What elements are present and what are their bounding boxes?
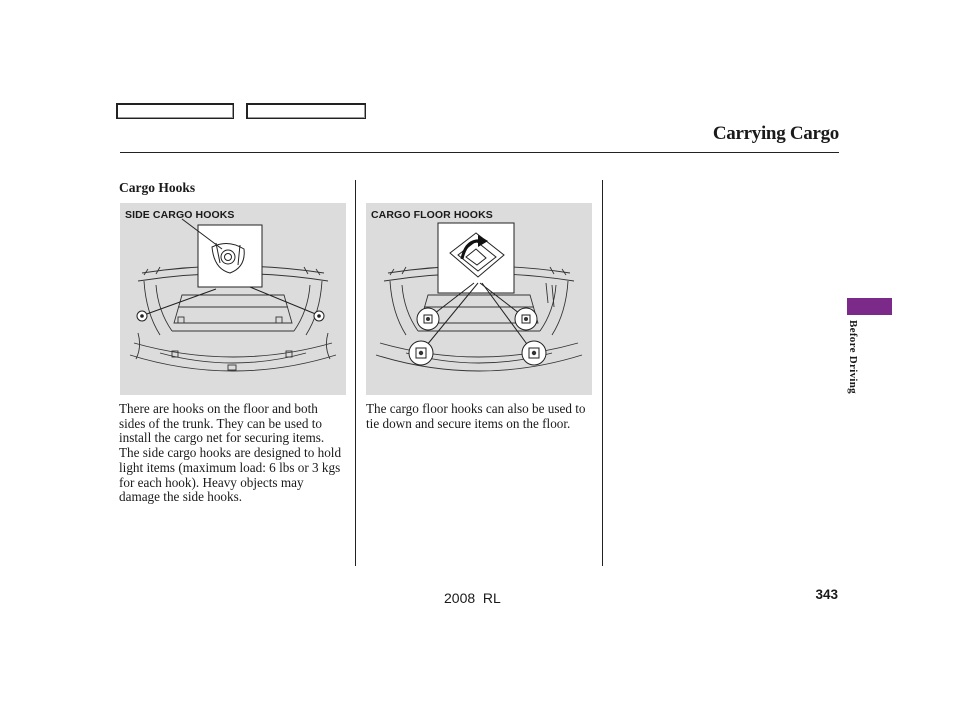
page-number: 343 <box>815 587 838 602</box>
floor-hooks-description: The cargo floor hooks can also be used to tie down and secure items on the floor. <box>366 401 586 431</box>
side-hooks-description: There are hooks on the floor and both sides of the trunk. They can be used to install the cargo net for securing items. The side cargo hooks are designed to hold light items (maximum load: 6 lbs or 3 kgs for each hook). Heavy objects may damage the side hooks. <box>119 401 342 505</box>
page-title: Carrying Cargo <box>712 123 839 144</box>
footer-model: 2008 RL <box>444 590 501 606</box>
cargo-floor-hooks-figure <box>366 203 592 395</box>
chapter-tab[interactable] <box>847 298 892 315</box>
figure-label: SIDE CARGO HOOKS <box>125 209 235 221</box>
column-divider <box>355 180 356 566</box>
section-heading: Cargo Hooks <box>119 180 196 195</box>
trunk-illustration <box>366 203 592 395</box>
figure-label: CARGO FLOOR HOOKS <box>371 209 493 221</box>
side-cargo-hooks-figure <box>120 203 346 395</box>
column-divider <box>602 180 603 566</box>
nav-button-previous[interactable] <box>116 103 234 119</box>
trunk-illustration <box>120 203 346 395</box>
nav-button-next[interactable] <box>246 103 366 119</box>
title-rule <box>120 152 839 153</box>
chapter-label: Before Driving <box>847 320 859 394</box>
